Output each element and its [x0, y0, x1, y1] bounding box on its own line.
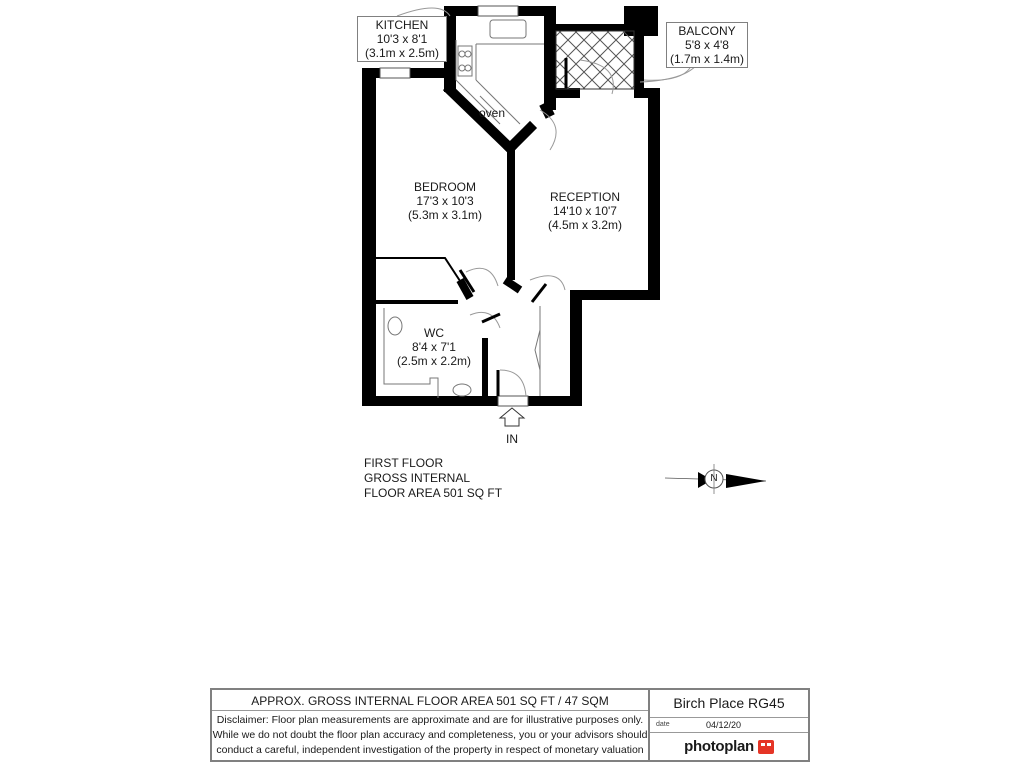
- balcony-area: [556, 31, 634, 89]
- property-address: Birch Place RG45: [650, 690, 808, 718]
- room-dims-imperial: 14'10 x 10'7: [553, 204, 617, 218]
- photoplan-logo: [650, 733, 808, 760]
- room-dims-imperial: 8'4 x 7'1: [412, 340, 456, 354]
- room-name: WC: [424, 326, 444, 340]
- room-label-bedroom: [395, 180, 495, 222]
- room-name: KITCHEN: [375, 18, 429, 32]
- date-label: date: [656, 721, 670, 728]
- entrance-arrow-icon: [500, 408, 524, 426]
- room-dims-metric: (4.5m x 3.2m): [547, 218, 622, 232]
- floor-info-line-3: FLOOR AREA 501 SQ FT: [364, 486, 503, 500]
- area-title: APPROX. GROSS INTERNAL FLOOR AREA 501 SQ FT / 47 SQM: [212, 690, 648, 711]
- room-dims-metric: (3.1m x 2.5m): [364, 46, 439, 60]
- compass-label: N: [710, 473, 718, 484]
- room-dims-imperial: 5'8 x 4'8: [685, 38, 729, 52]
- room-dims-imperial: 10'3 x 8'1: [376, 32, 428, 46]
- room-dims-imperial: 17'3 x 10'3: [416, 194, 474, 208]
- footer-info-section: [650, 690, 808, 760]
- photoplan-mark-icon: [758, 740, 774, 754]
- room-name: BALCONY: [678, 24, 736, 38]
- floor-info-line-2: GROSS INTERNAL: [364, 471, 471, 485]
- disclaimer: [212, 711, 648, 758]
- floor-info-line-1: FIRST FLOOR: [364, 456, 444, 470]
- date-row: [650, 718, 808, 733]
- room-dims-metric: (1.7m x 1.4m): [669, 52, 744, 66]
- floor-info: [364, 456, 502, 501]
- entrance-label: IN: [506, 432, 518, 446]
- room-label-wc: [384, 326, 484, 368]
- room-name: RECEPTION: [549, 190, 620, 204]
- room-dims-metric: (5.3m x 3.1m): [407, 208, 482, 222]
- room-name: BEDROOM: [413, 180, 476, 194]
- room-label-kitchen: [357, 16, 447, 62]
- brand-name: photoplan: [684, 738, 754, 755]
- room-label-balcony: [666, 22, 748, 68]
- date-value: 04/12/20: [706, 720, 742, 730]
- oven-label: oven: [478, 106, 506, 120]
- room-label-reception: [535, 190, 635, 232]
- footer-panel: [210, 688, 810, 762]
- disclaimer-line-3: conduct a careful, independent investigation of the property in respect of monetary valuation: [216, 744, 644, 756]
- disclaimer-line-1: Disclaimer: Floor plan measurements are approximate and are for illustrative purposes only.: [216, 714, 644, 726]
- footer-disclaimer-section: [212, 690, 650, 760]
- room-dims-metric: (2.5m x 2.2m): [396, 354, 471, 368]
- disclaimer-line-2: While we do not doubt the floor plan accuracy and completeness, you or your advisors should: [212, 729, 648, 741]
